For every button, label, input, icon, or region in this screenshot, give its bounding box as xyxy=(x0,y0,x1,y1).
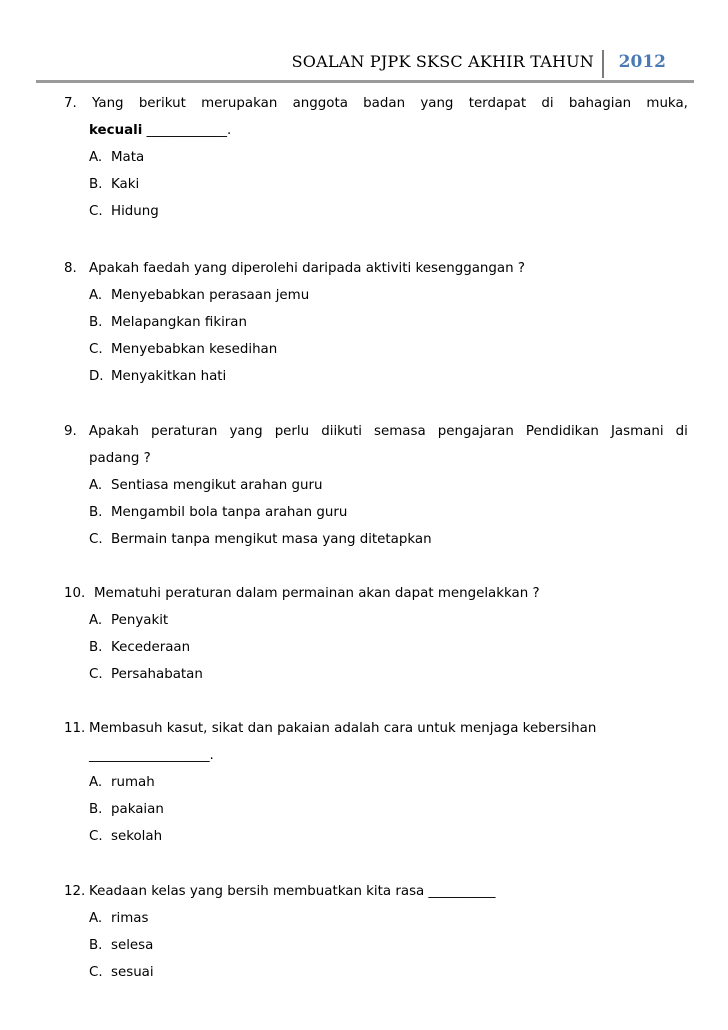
option-a xyxy=(64,472,688,499)
option-text: rumah xyxy=(111,775,155,790)
option-a xyxy=(64,282,688,309)
option-b xyxy=(64,634,688,661)
option-text: Sentiasa mengikut arahan guru xyxy=(111,478,323,493)
question-10 xyxy=(64,580,688,688)
answer-blank: __________________. xyxy=(89,748,214,763)
option-text: Mata xyxy=(111,150,145,165)
option-letter: C. xyxy=(89,342,103,357)
option-letter: C. xyxy=(89,667,103,682)
option-letter: B. xyxy=(89,938,103,953)
question-word: Jasmani xyxy=(610,424,664,439)
question-number: 10. xyxy=(64,586,86,601)
option-d xyxy=(64,363,688,390)
option-letter: B. xyxy=(89,505,103,520)
question-word: yang xyxy=(420,96,454,111)
option-b xyxy=(64,499,688,526)
document-year: 2012 xyxy=(618,52,666,72)
question-word: bahagian xyxy=(568,96,632,111)
question-word: yang xyxy=(229,424,263,439)
question-word: peraturan xyxy=(151,424,218,439)
question-word: anggota xyxy=(292,96,348,111)
option-letter: A. xyxy=(89,775,103,790)
option-text: Bermain tanpa mengikut masa yang ditetapkan xyxy=(111,532,432,547)
option-letter: A. xyxy=(89,150,103,165)
question-7 xyxy=(64,90,688,225)
option-letter: D. xyxy=(89,369,104,384)
option-text: Penyakit xyxy=(111,613,169,628)
option-b xyxy=(64,932,688,959)
question-9-line-2: padang ? xyxy=(89,451,151,466)
option-letter: A. xyxy=(89,911,103,926)
option-letter: B. xyxy=(89,315,103,330)
option-letter: B. xyxy=(89,802,103,817)
question-10-stem xyxy=(64,580,688,607)
question-11-stem xyxy=(64,715,688,742)
option-letter: A. xyxy=(89,288,103,303)
page-header xyxy=(36,46,694,83)
option-text: Menyebabkan kesedihan xyxy=(111,342,278,357)
option-a xyxy=(64,905,688,932)
option-letter: A. xyxy=(89,478,103,493)
question-word: Pendidikan xyxy=(525,424,599,439)
question-word: Yang xyxy=(92,96,124,111)
option-letter: C. xyxy=(89,532,103,547)
question-word: diikuti xyxy=(321,424,362,439)
question-9-line-1 xyxy=(64,418,688,445)
option-text: Menyakitkan hati xyxy=(111,369,227,384)
option-text: Melapangkan fikiran xyxy=(111,315,247,330)
option-text: Persahabatan xyxy=(111,667,203,682)
question-12 xyxy=(64,878,688,986)
question-word: Apakah xyxy=(88,424,139,439)
option-a xyxy=(64,769,688,796)
question-8 xyxy=(64,255,688,390)
option-text: Menyebabkan perasaan jemu xyxy=(111,288,310,303)
option-a xyxy=(64,144,688,171)
option-a xyxy=(64,607,688,634)
option-text: rimas xyxy=(111,911,149,926)
option-c xyxy=(64,959,688,986)
question-number: 12. xyxy=(64,884,86,899)
question-7-line-2 xyxy=(64,117,688,144)
option-b xyxy=(64,309,688,336)
emphasis-word: kecuali xyxy=(89,123,143,138)
question-word: perlu xyxy=(274,424,310,439)
question-word: muka, xyxy=(646,96,688,111)
question-11 xyxy=(64,715,688,850)
question-text: Apakah faedah yang diperolehi daripada aktiviti kesenggangan ? xyxy=(89,261,525,276)
question-word: semasa xyxy=(374,424,426,439)
question-number: 9. xyxy=(64,424,77,439)
option-text: sesuai xyxy=(111,965,154,980)
option-letter: B. xyxy=(89,177,103,192)
question-text: Membasuh kasut, sikat dan pakaian adalah cara untuk menjaga kebersihan xyxy=(89,721,597,736)
question-word: pengajaran xyxy=(437,424,514,439)
option-letter: A. xyxy=(89,613,103,628)
question-word: di xyxy=(541,96,554,111)
option-text: sekolah xyxy=(111,829,163,844)
question-7-line-1 xyxy=(64,90,688,117)
question-word: di xyxy=(675,424,688,439)
question-text: Keadaan kelas yang bersih membuatkan kita rasa __________ xyxy=(89,884,496,899)
question-8-stem xyxy=(64,255,688,282)
question-text: Mematuhi peraturan dalam permainan akan dapat mengelakkan ? xyxy=(94,586,540,601)
option-letter: C. xyxy=(89,829,103,844)
question-number: 8. xyxy=(64,261,77,276)
option-c xyxy=(64,823,688,850)
option-letter: C. xyxy=(89,204,103,219)
question-number: 7. xyxy=(64,96,77,111)
option-b xyxy=(64,171,688,198)
option-text: Hidung xyxy=(111,204,159,219)
option-text: Kaki xyxy=(111,177,140,192)
question-9 xyxy=(64,418,688,553)
option-c xyxy=(64,198,688,225)
option-c xyxy=(64,661,688,688)
option-b xyxy=(64,796,688,823)
option-text: selesa xyxy=(111,938,154,953)
question-word: merupakan xyxy=(201,96,278,111)
option-text: Mengambil bola tanpa arahan guru xyxy=(111,505,348,520)
question-12-stem xyxy=(64,878,688,905)
question-word: terdapat xyxy=(468,96,527,111)
question-number: 11. xyxy=(64,721,86,736)
option-letter: B. xyxy=(89,640,103,655)
question-word: badan xyxy=(363,96,406,111)
question-word: berikut xyxy=(138,96,186,111)
answer-blank: ____________. xyxy=(146,123,232,138)
option-text: Kecederaan xyxy=(111,640,191,655)
option-c xyxy=(64,336,688,363)
option-letter: C. xyxy=(89,965,103,980)
option-text: pakaian xyxy=(111,802,164,817)
option-c xyxy=(64,526,688,553)
document-title: SOALAN PJPK SKSC AKHIR TAHUN xyxy=(292,50,604,78)
